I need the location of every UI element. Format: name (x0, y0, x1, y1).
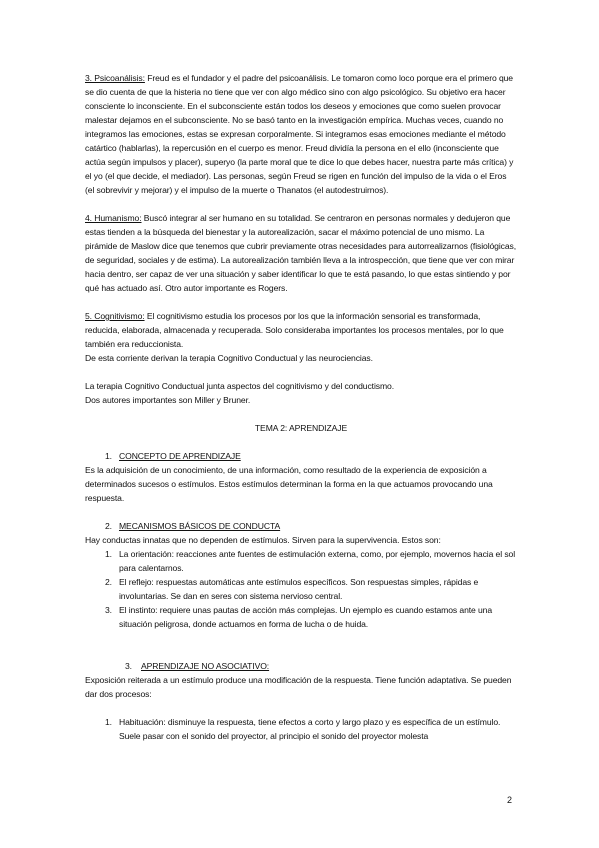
paragraph-humanismo (85, 211, 517, 295)
heading-concepto-label: CONCEPTO DE APRENDIZAJE (119, 451, 241, 461)
list-item-text: La orientación: reacciones ante fuentes de estimulación externa, como, por ejemplo, movernos hacia el sol para calentarnos. (119, 549, 516, 573)
list-item-num: 2. (105, 577, 112, 587)
text-mecanismos-intro: Hay conductas innatas que no dependen de estímulos. Sirven para la supervivencia. Estos son: (85, 535, 441, 545)
text-tcc-line1: La terapia Cognitivo Conductual junta aspectos del cognitivismo y del conductismo. (85, 381, 394, 391)
text-concepto: Es la adquisición de un conocimiento, de una información, como resultado de la experiencia de exposición a determinados sucesos o estímulos. Estos estímulos determinan la forma en la que actuamos provocando una respuesta. (85, 465, 493, 503)
page-number: 2 (507, 795, 513, 805)
heading-mecanismos-label: MECANISMOS BÁSICOS DE CONDUCTA (119, 521, 281, 531)
list-item-num: 3. (105, 605, 112, 615)
heading-concepto-num: 1. (105, 451, 112, 461)
heading-mecanismos (85, 519, 517, 533)
heading-psicoanalisis: 3. Psicoanálisis: (85, 73, 145, 83)
paragraph-cognitivismo (85, 309, 517, 351)
list-no-asociativo (85, 715, 517, 743)
heading-no-asociativo-num: 3. (125, 661, 132, 671)
tema-title: TEMA 2: APRENDIZAJE (254, 423, 348, 433)
text-cognitivismo-extra: De esta corriente derivan la terapia Cognitivo Conductual y las neurociencias. (85, 353, 373, 363)
list-item-text: Habituación: disminuye la respuesta, tiene efectos a corto y largo plazo y es específica de un estímulo. Suele pasar con el sonido del proyector, al principio el sonido del proyector molesta (119, 717, 501, 741)
heading-no-asociativo-label: APRENDIZAJE NO ASOCIATIVO: (141, 661, 270, 671)
list-item-text: El instinto: requiere unas pautas de acción más complejas. Un ejemplo es cuando estamos ante una situación peligrosa, donde actuamos en forma de lucha o de huida. (119, 605, 493, 629)
list-item (85, 547, 517, 575)
heading-mecanismos-num: 2. (105, 521, 112, 531)
heading-no-asociativo (85, 659, 517, 673)
list-mecanismos (85, 547, 517, 631)
text-no-asociativo-intro: Exposición reiterada a un estímulo produce una modificación de la respuesta. Tiene función adaptativa. Se pueden dar dos procesos: (85, 675, 512, 699)
heading-concepto (85, 449, 517, 463)
list-item (85, 575, 517, 603)
heading-humanismo: 4. Humanismo: (85, 213, 142, 223)
list-item-num: 1. (105, 717, 112, 727)
list-item-num: 1. (105, 549, 112, 559)
paragraph-psicoanalisis (85, 71, 517, 197)
page-content (85, 71, 517, 743)
list-item (85, 603, 517, 631)
text-cognitivismo: El cognitivismo estudia los procesos por los que la información sensorial es transformada, reducida, elaborada, almacenada y recuperada. Solo consideraba importantes los procesos mentales, por lo que también era reduccionista. (85, 311, 504, 349)
heading-cognitivismo: 5. Cognitivismo: (85, 311, 145, 321)
list-item-text: El reflejo: respuestas automáticas ante estímulos específicos. Son respuestas simples, rápidas e involuntarias. Se dan en seres con sistema nervioso central. (119, 577, 479, 601)
list-item (85, 715, 517, 743)
text-psicoanalisis: Freud es el fundador y el padre del psicoanálisis. Le tomaron como loco porque era el primero que se dio cuenta de que la histeria no tiene que ver con algo médico sino con algo psicológico. Su objetivo era hacer consciente lo inconsciente. En el subconsciente están todos los deseos y emociones que como suelen provocar malestar dejamos en el subconsciente. No se basó tanto en la investigación empírica. Muchas veces, cuando no integramos las emociones, estas se expresan corporalmente. Si integramos esas emociones mediante el método catártico (hablarlas), la repercusión en el cuerpo es menor. Freud dividía la persona en el ello (inconsciente que actúa según impulsos y placer), superyo (la parte moral que te dice lo que debes hacer, nuestra parte más crítica) y el yo (el que decide, el mediador). Las personas, según Freud se rigen en función del impulso de la vida o el Eros (el sobrevivir y mejorar) y el impulso de la muerte o Thanatos (el autodestruirnos). (85, 73, 514, 195)
text-tcc-line2: Dos autores importantes son Miller y Bruner. (85, 395, 251, 405)
text-humanismo: Buscó integrar al ser humano en su totalidad. Se centraron en personas normales y dedujeron que estas tienden a la búsqueda del bienestar y la autorealización, sacar el máximo potencial de uno mismo. La pirámide de Maslow dice que tenemos que cubrir previamente otras necesidades para autorrealizarnos (fisiológicas, de seguridad, sociales y de estima). La autorealización también lleva a la introspección, que tiene que ver con mirar hacia dentro, ser capaz de ver una situación y saber identificar lo que te está pasando, lo que estas sintiendo y por qué has actuado así. Otro autor importante es Rogers. (85, 213, 517, 293)
